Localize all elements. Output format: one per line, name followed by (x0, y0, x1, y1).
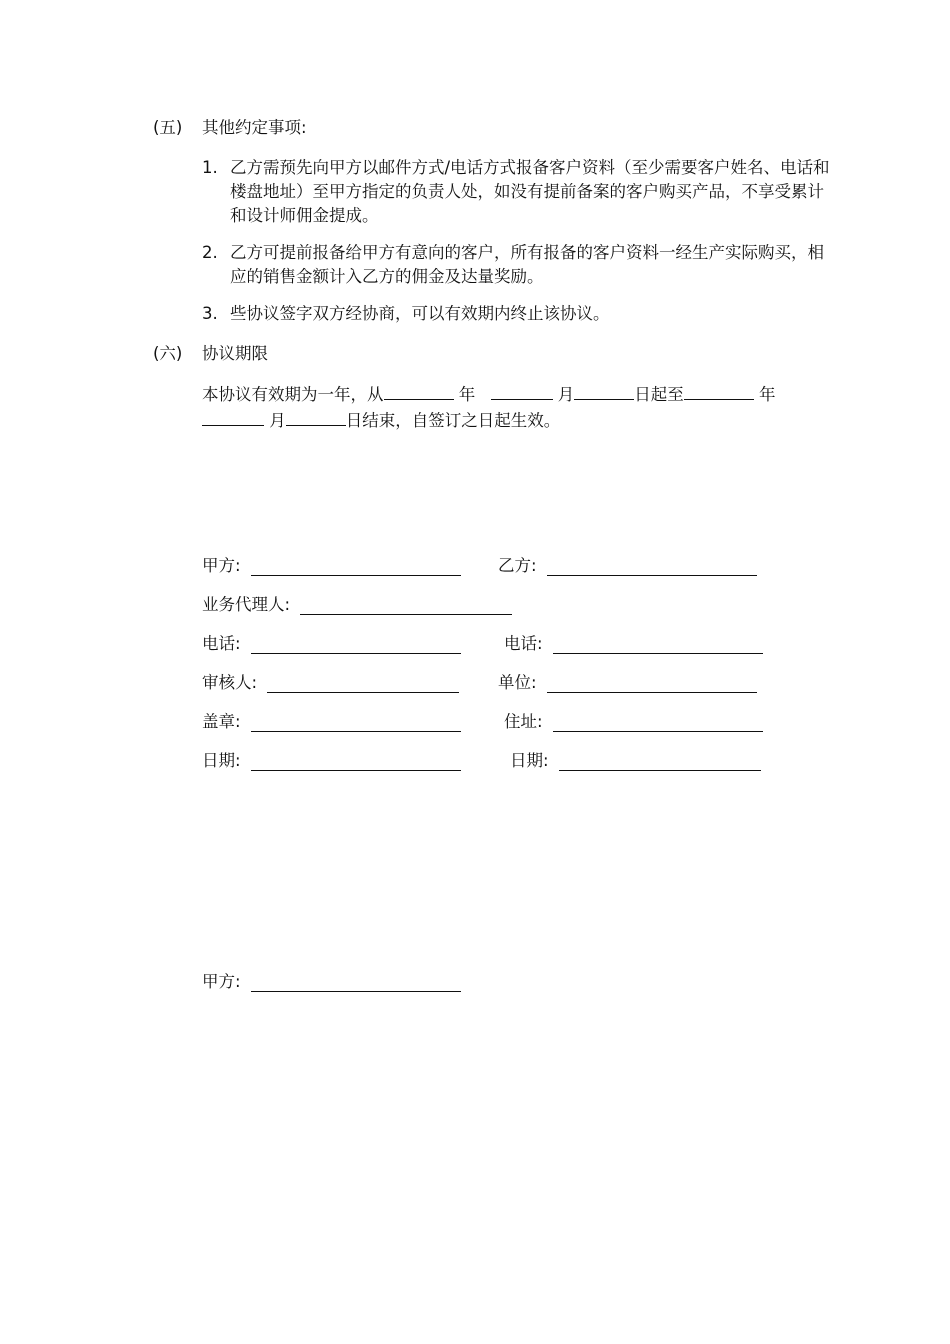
section-5-title: 其他约定事项: (202, 118, 307, 137)
party-a-field (202, 552, 461, 576)
month-label-1: 月 (557, 385, 575, 404)
party-a-blank[interactable] (251, 555, 461, 576)
phone-a-label: 电话: (202, 634, 241, 653)
date-b-blank[interactable] (559, 750, 761, 771)
month-label-2: 月 (269, 411, 286, 430)
validity-paragraph (202, 381, 812, 433)
seal-label: 盖章: (202, 712, 241, 731)
year-blank-1[interactable] (384, 381, 454, 400)
seal-blank[interactable] (251, 711, 461, 732)
reviewer-blank[interactable] (267, 672, 459, 693)
date-a-blank[interactable] (251, 750, 461, 771)
date-b-label: 日期: (510, 751, 549, 770)
year-label-2: 年 (759, 385, 776, 404)
section-6-number: (六) (153, 344, 183, 363)
year-blank-2[interactable] (684, 381, 754, 400)
item-2-text: 乙方可提前报备给甲方有意向的客户，所有报备的客户资料一经生产实际购买，相应的销售金额计入乙方的佣金及达量奖励。 (230, 243, 824, 286)
date-a-label: 日期: (202, 751, 241, 770)
section-6-title: 协议期限 (202, 344, 268, 363)
address-label: 住址: (504, 712, 543, 731)
item-3-number: 3. (202, 304, 218, 323)
address-blank[interactable] (553, 711, 763, 732)
agent-label: 业务代理人: (202, 595, 291, 614)
validity-text-2: 日起至 (634, 385, 684, 404)
item-3-text: 些协议签字双方经协商，可以有效期内终止该协议。 (230, 304, 610, 323)
reviewer-label: 审核人: (202, 673, 258, 692)
phone-a-blank[interactable] (251, 633, 461, 654)
agent-blank[interactable] (300, 594, 512, 615)
phone-a-field (202, 630, 461, 654)
date-a-field (202, 747, 461, 771)
section-5-number: (五) (153, 118, 183, 137)
party-b-field (498, 552, 757, 576)
item-1-number: 1. (202, 158, 218, 177)
year-label-1: 年 (458, 385, 476, 404)
agent-field (202, 591, 512, 615)
phone-b-field (504, 630, 763, 654)
phone-b-label: 电话: (504, 634, 543, 653)
unit-field (498, 669, 757, 693)
item-2-number: 2. (202, 243, 218, 262)
month-blank-2[interactable] (202, 407, 264, 426)
date-b-field (510, 747, 761, 771)
day-blank-2[interactable] (286, 407, 346, 426)
address-field (504, 708, 763, 732)
party-a-bottom-label: 甲方: (202, 972, 241, 991)
validity-text-3: 日结束，自签订之日起生效。 (345, 411, 561, 430)
party-b-blank[interactable] (547, 555, 757, 576)
unit-label: 单位: (498, 673, 537, 692)
party-b-label: 乙方: (498, 556, 537, 575)
day-blank-1[interactable] (574, 381, 634, 400)
unit-blank[interactable] (547, 672, 757, 693)
seal-field (202, 708, 461, 732)
party-a-bottom-blank[interactable] (251, 971, 461, 992)
item-1-text: 乙方需预先向甲方以邮件方式/电话方式报备客户资料（至少需要客户姓名、电话和楼盘地址）至甲方指定的负责人处，如没有提前备案的客户购买产品，不享受累计和设计师佣金提成。 (230, 158, 830, 225)
month-blank-1[interactable] (491, 381, 553, 400)
validity-text-1: 本协议有效期为一年，从 (202, 385, 384, 404)
party-a-bottom-field (202, 968, 461, 992)
reviewer-field (202, 669, 459, 693)
phone-b-blank[interactable] (553, 633, 763, 654)
party-a-label: 甲方: (202, 556, 241, 575)
